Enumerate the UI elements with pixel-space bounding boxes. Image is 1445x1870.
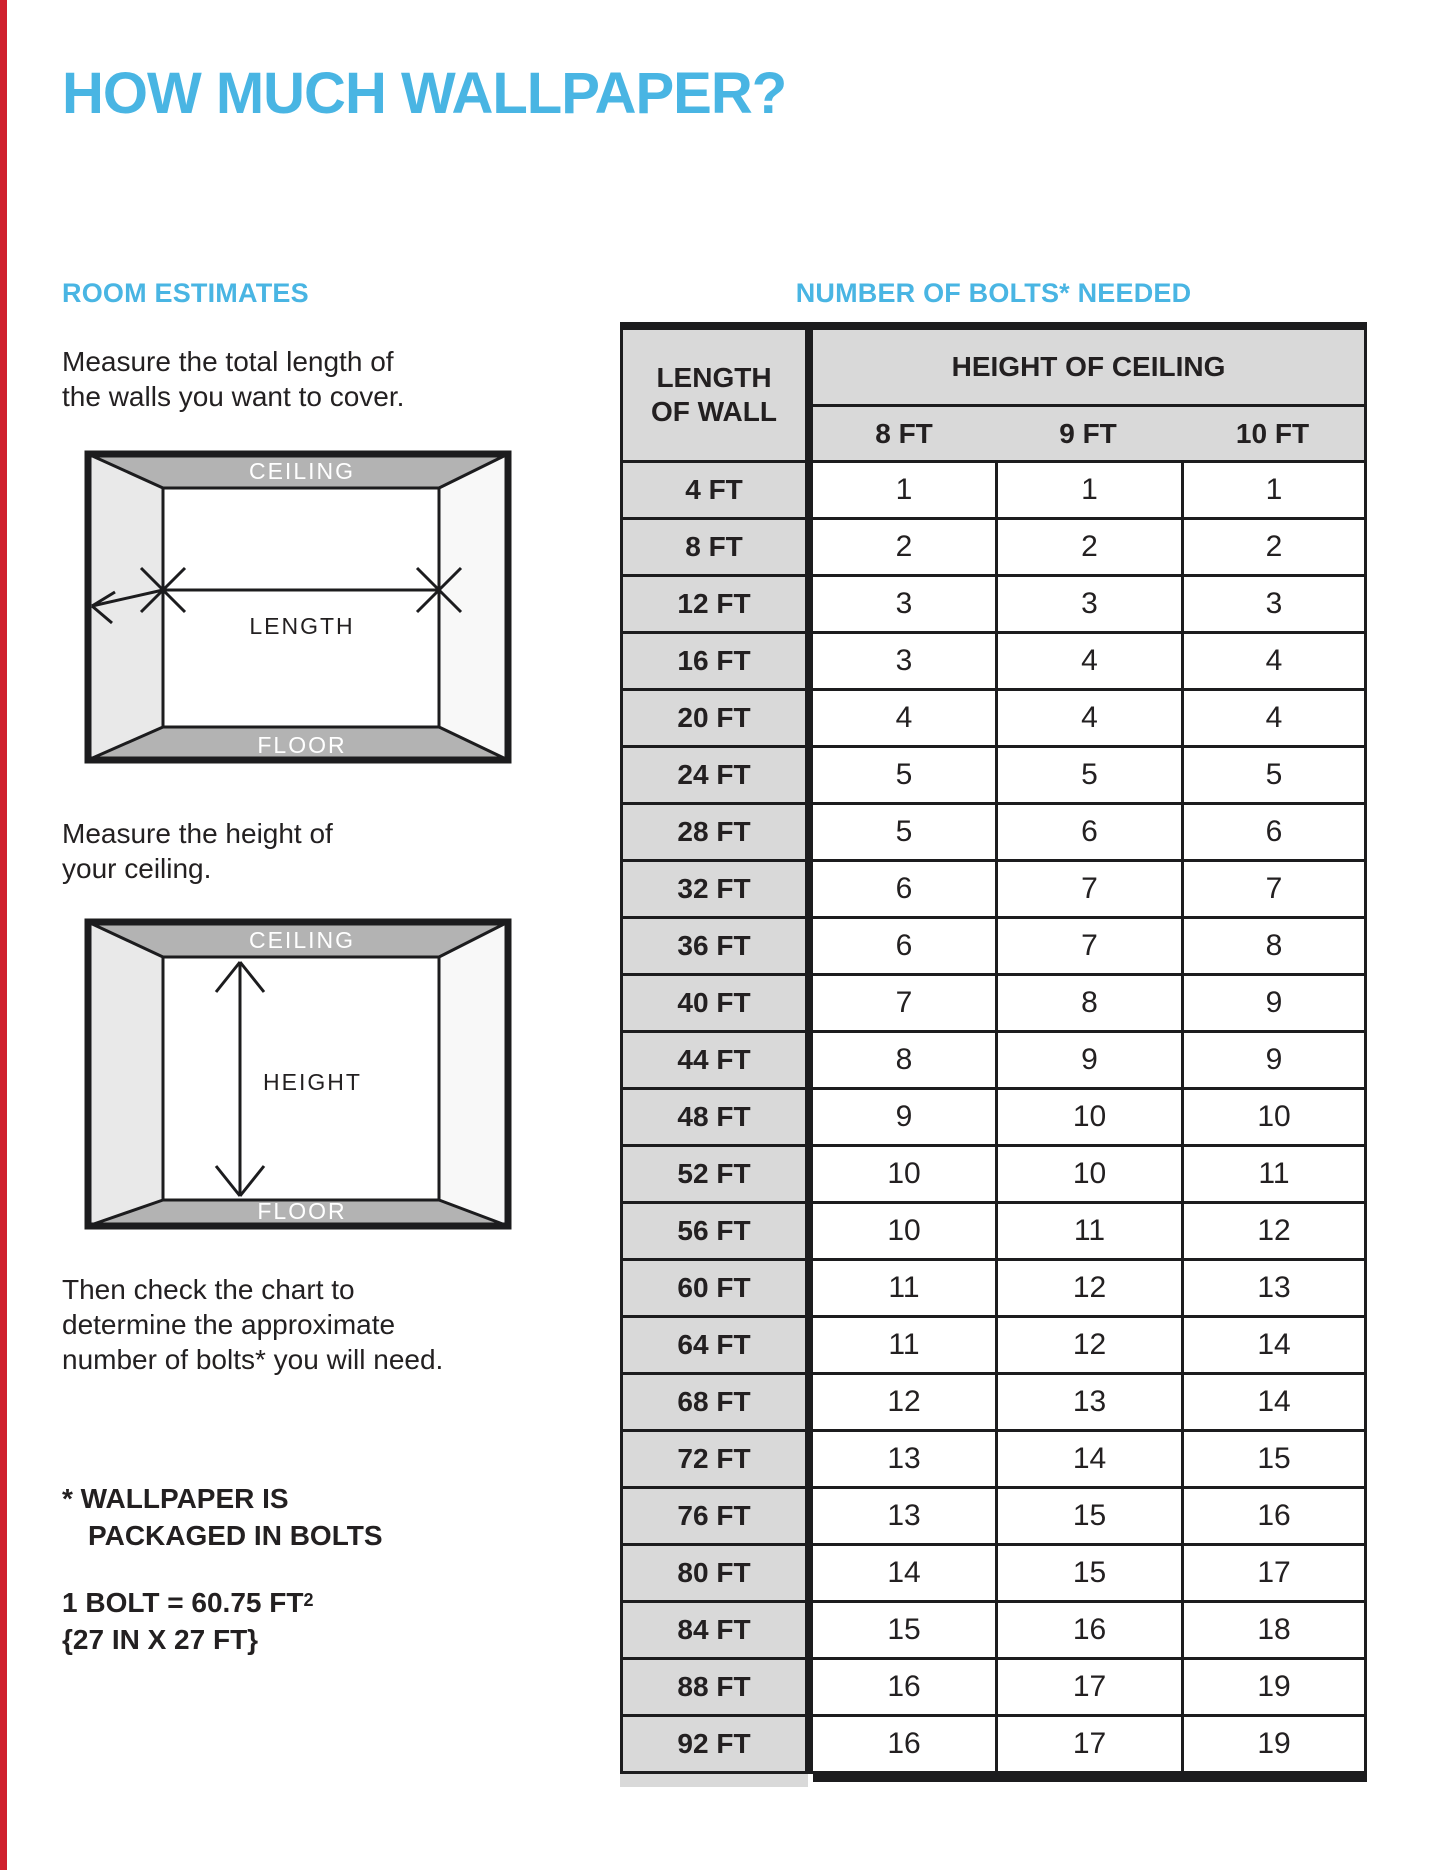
- value-cell-9ft: 12: [995, 1261, 1181, 1318]
- value-cell-8ft: 11: [813, 1261, 995, 1318]
- thick-column-divider: [805, 1717, 813, 1774]
- value-cell-9ft: 14: [995, 1432, 1181, 1489]
- instruction-measure-length: [62, 344, 404, 414]
- row-label-cell: 68 FT: [620, 1375, 805, 1432]
- text-line: PACKAGED IN BOLTS: [88, 1520, 383, 1551]
- value-cell-8ft: 11: [813, 1318, 995, 1375]
- thick-column-divider: [805, 520, 813, 577]
- right-wall-surface: [439, 454, 508, 760]
- value-cell-9ft: 8: [995, 976, 1181, 1033]
- value-cell-9ft: 12: [995, 1318, 1181, 1375]
- ceiling-height-diagram: [84, 918, 512, 1230]
- floor-label: FLOOR: [257, 1198, 347, 1224]
- table-row: [620, 691, 1367, 748]
- table-row: [620, 805, 1367, 862]
- value-cell-8ft: 16: [813, 1717, 995, 1774]
- thick-column-divider: [805, 1204, 813, 1261]
- floor-label: FLOOR: [257, 732, 347, 758]
- thick-column-divider: [805, 634, 813, 691]
- table-top-border: [620, 322, 1367, 330]
- table-header: [620, 330, 1367, 463]
- value-cell-9ft: 11: [995, 1204, 1181, 1261]
- table-row: [620, 1432, 1367, 1489]
- row-label-cell: 20 FT: [620, 691, 805, 748]
- squared-superscript: 2: [303, 1590, 314, 1610]
- value-cell-8ft: 4: [813, 691, 995, 748]
- value-cell-8ft: 9: [813, 1090, 995, 1147]
- room-length-diagram: [84, 450, 512, 764]
- text-line: {27 IN X 27 FT}: [62, 1624, 259, 1655]
- text-line: Measure the height of: [62, 818, 333, 849]
- column-group-header: HEIGHT OF CEILING: [813, 330, 1367, 407]
- back-wall-surface: [163, 488, 439, 727]
- thick-column-divider: [805, 1033, 813, 1090]
- text-line: determine the approximate: [62, 1309, 396, 1340]
- row-label-cell: 4 FT: [620, 463, 805, 520]
- value-cell-8ft: 10: [813, 1204, 995, 1261]
- value-cell-9ft: 10: [995, 1090, 1181, 1147]
- value-cell-9ft: 15: [995, 1489, 1181, 1546]
- table-body: [620, 463, 1367, 1774]
- row-label-cell: 32 FT: [620, 862, 805, 919]
- value-cell-10ft: 5: [1181, 748, 1367, 805]
- value-cell-10ft: 10: [1181, 1090, 1367, 1147]
- table-bottom-gray-tab: [620, 1774, 808, 1787]
- row-label-cell: 36 FT: [620, 919, 805, 976]
- thick-column-divider: [805, 1090, 813, 1147]
- value-cell-10ft: 1: [1181, 463, 1367, 520]
- value-cell-8ft: 6: [813, 862, 995, 919]
- text-line: your ceiling.: [62, 853, 212, 884]
- row-label-cell: 92 FT: [620, 1717, 805, 1774]
- row-label-cell: 52 FT: [620, 1147, 805, 1204]
- table-row: [620, 1603, 1367, 1660]
- thick-column-divider: [805, 805, 813, 862]
- instruction-check-chart: [62, 1272, 443, 1377]
- row-label-cell: 16 FT: [620, 634, 805, 691]
- row-label-cell: 88 FT: [620, 1660, 805, 1717]
- thick-column-divider: [805, 1147, 813, 1204]
- table-row: [620, 1489, 1367, 1546]
- row-label-cell: 56 FT: [620, 1204, 805, 1261]
- table-row: [620, 1204, 1367, 1261]
- thick-column-divider: [805, 748, 813, 805]
- value-cell-9ft: 4: [995, 634, 1181, 691]
- thick-column-divider: [805, 1603, 813, 1660]
- row-label-cell: 28 FT: [620, 805, 805, 862]
- value-cell-10ft: 14: [1181, 1318, 1367, 1375]
- thick-column-divider: [805, 691, 813, 748]
- value-cell-8ft: 10: [813, 1147, 995, 1204]
- thick-column-divider: [805, 330, 813, 460]
- value-cell-9ft: 3: [995, 577, 1181, 634]
- value-cell-8ft: 12: [813, 1375, 995, 1432]
- value-cell-8ft: 2: [813, 520, 995, 577]
- table-row: [620, 1261, 1367, 1318]
- text-line: Then check the chart to: [62, 1274, 355, 1305]
- right-wall-surface: [439, 922, 508, 1226]
- value-cell-9ft: 2: [995, 520, 1181, 577]
- row-label-cell: 24 FT: [620, 748, 805, 805]
- row-label-cell: 12 FT: [620, 577, 805, 634]
- value-cell-10ft: 12: [1181, 1204, 1367, 1261]
- table-row: [620, 1318, 1367, 1375]
- value-cell-9ft: 17: [995, 1717, 1181, 1774]
- table-row: [620, 520, 1367, 577]
- thick-column-divider: [805, 862, 813, 919]
- table-row: [620, 862, 1367, 919]
- thick-column-divider: [805, 577, 813, 634]
- value-cell-9ft: 6: [995, 805, 1181, 862]
- value-cell-8ft: 6: [813, 919, 995, 976]
- thick-column-divider: [805, 919, 813, 976]
- section-heading-bolts-needed: NUMBER OF BOLTS* NEEDED: [795, 278, 1192, 308]
- column-header-8ft: 8 FT: [813, 407, 995, 460]
- thick-column-divider: [805, 1375, 813, 1432]
- row-label-cell: 64 FT: [620, 1318, 805, 1375]
- value-cell-10ft: 16: [1181, 1489, 1367, 1546]
- value-cell-10ft: 7: [1181, 862, 1367, 919]
- value-cell-9ft: 13: [995, 1375, 1181, 1432]
- value-cell-10ft: 18: [1181, 1603, 1367, 1660]
- value-cell-9ft: 16: [995, 1603, 1181, 1660]
- value-cell-10ft: 8: [1181, 919, 1367, 976]
- value-cell-9ft: 7: [995, 919, 1181, 976]
- value-cell-10ft: 19: [1181, 1717, 1367, 1774]
- value-cell-10ft: 4: [1181, 634, 1367, 691]
- bolt-size-spec: [62, 1582, 313, 1658]
- instruction-measure-height: [62, 816, 333, 886]
- text-line: the walls you want to cover.: [62, 381, 405, 412]
- row-label-cell: 8 FT: [620, 520, 805, 577]
- ceiling-label: CEILING: [248, 927, 356, 953]
- row-label-cell: 72 FT: [620, 1432, 805, 1489]
- left-edge-accent-stripe: [0, 0, 7, 1870]
- value-cell-10ft: 4: [1181, 691, 1367, 748]
- value-cell-10ft: 2: [1181, 520, 1367, 577]
- value-cell-9ft: 5: [995, 748, 1181, 805]
- value-cell-8ft: 7: [813, 976, 995, 1033]
- value-cell-9ft: 7: [995, 862, 1181, 919]
- page-title: HOW MUCH WALLPAPER?: [62, 61, 787, 126]
- value-cell-9ft: 4: [995, 691, 1181, 748]
- row-label-cell: 40 FT: [620, 976, 805, 1033]
- bolts-footnote: [62, 1480, 383, 1554]
- value-cell-10ft: 6: [1181, 805, 1367, 862]
- table-row: [620, 1375, 1367, 1432]
- text-line: Measure the total length of: [62, 346, 394, 377]
- text-line: [62, 1582, 313, 1621]
- table-bottom-border: [813, 1774, 1367, 1782]
- section-heading-room-estimates: ROOM ESTIMATES: [62, 278, 309, 308]
- value-cell-9ft: 10: [995, 1147, 1181, 1204]
- row-header-cell: [620, 330, 805, 460]
- thick-column-divider: [805, 1489, 813, 1546]
- value-cell-8ft: 3: [813, 577, 995, 634]
- value-cell-8ft: 8: [813, 1033, 995, 1090]
- table-row: [620, 577, 1367, 634]
- text-line: LENGTH: [656, 362, 772, 393]
- table-row: [620, 748, 1367, 805]
- thick-column-divider: [805, 1261, 813, 1318]
- thick-column-divider: [805, 463, 813, 520]
- height-label: HEIGHT: [263, 1069, 362, 1095]
- value-cell-8ft: 13: [813, 1432, 995, 1489]
- value-cell-8ft: 15: [813, 1603, 995, 1660]
- table-row: [620, 1660, 1367, 1717]
- text-line: number of bolts* you will need.: [62, 1344, 444, 1375]
- thick-column-divider: [805, 1318, 813, 1375]
- thick-column-divider: [805, 1432, 813, 1489]
- table-row: [620, 919, 1367, 976]
- value-cell-10ft: 9: [1181, 976, 1367, 1033]
- value-cell-10ft: 3: [1181, 577, 1367, 634]
- table-row: [620, 1717, 1367, 1774]
- thick-column-divider: [805, 1660, 813, 1717]
- value-cell-8ft: 16: [813, 1660, 995, 1717]
- text-line: OF WALL: [651, 396, 777, 427]
- value-cell-8ft: 14: [813, 1546, 995, 1603]
- bolt-equation: 1 BOLT = 60.75 FT: [62, 1587, 304, 1618]
- table-row: [620, 463, 1367, 520]
- value-cell-10ft: 9: [1181, 1033, 1367, 1090]
- row-label-cell: 48 FT: [620, 1090, 805, 1147]
- row-label-cell: 76 FT: [620, 1489, 805, 1546]
- text-line: * WALLPAPER IS: [62, 1483, 289, 1514]
- table-row: [620, 976, 1367, 1033]
- ceiling-height-illustration: [84, 918, 512, 1230]
- row-label-cell: 60 FT: [620, 1261, 805, 1318]
- table-row: [620, 1147, 1367, 1204]
- thick-column-divider: [805, 976, 813, 1033]
- column-header-9ft: 9 FT: [995, 407, 1181, 460]
- table-row: [620, 634, 1367, 691]
- value-cell-8ft: 5: [813, 805, 995, 862]
- left-wall-surface: [88, 454, 163, 760]
- value-cell-10ft: 14: [1181, 1375, 1367, 1432]
- table-row: [620, 1546, 1367, 1603]
- row-label-cell: 44 FT: [620, 1033, 805, 1090]
- value-cell-9ft: 15: [995, 1546, 1181, 1603]
- value-cell-8ft: 13: [813, 1489, 995, 1546]
- thick-column-divider: [805, 1546, 813, 1603]
- value-cell-9ft: 17: [995, 1660, 1181, 1717]
- value-cell-9ft: 9: [995, 1033, 1181, 1090]
- value-cell-8ft: 5: [813, 748, 995, 805]
- value-cell-8ft: 1: [813, 463, 995, 520]
- column-header-10ft: 10 FT: [1181, 407, 1367, 460]
- room-length-illustration: [84, 450, 512, 764]
- value-cell-10ft: 13: [1181, 1261, 1367, 1318]
- value-cell-10ft: 19: [1181, 1660, 1367, 1717]
- length-label: LENGTH: [249, 613, 355, 639]
- value-cell-10ft: 15: [1181, 1432, 1367, 1489]
- value-cell-8ft: 3: [813, 634, 995, 691]
- row-label-cell: 80 FT: [620, 1546, 805, 1603]
- value-cell-10ft: 17: [1181, 1546, 1367, 1603]
- table-row: [620, 1090, 1367, 1147]
- table-row: [620, 1033, 1367, 1090]
- value-cell-10ft: 11: [1181, 1147, 1367, 1204]
- ceiling-label: CEILING: [248, 458, 356, 484]
- row-label-cell: 84 FT: [620, 1603, 805, 1660]
- value-cell-9ft: 1: [995, 463, 1181, 520]
- left-wall-surface: [88, 922, 163, 1226]
